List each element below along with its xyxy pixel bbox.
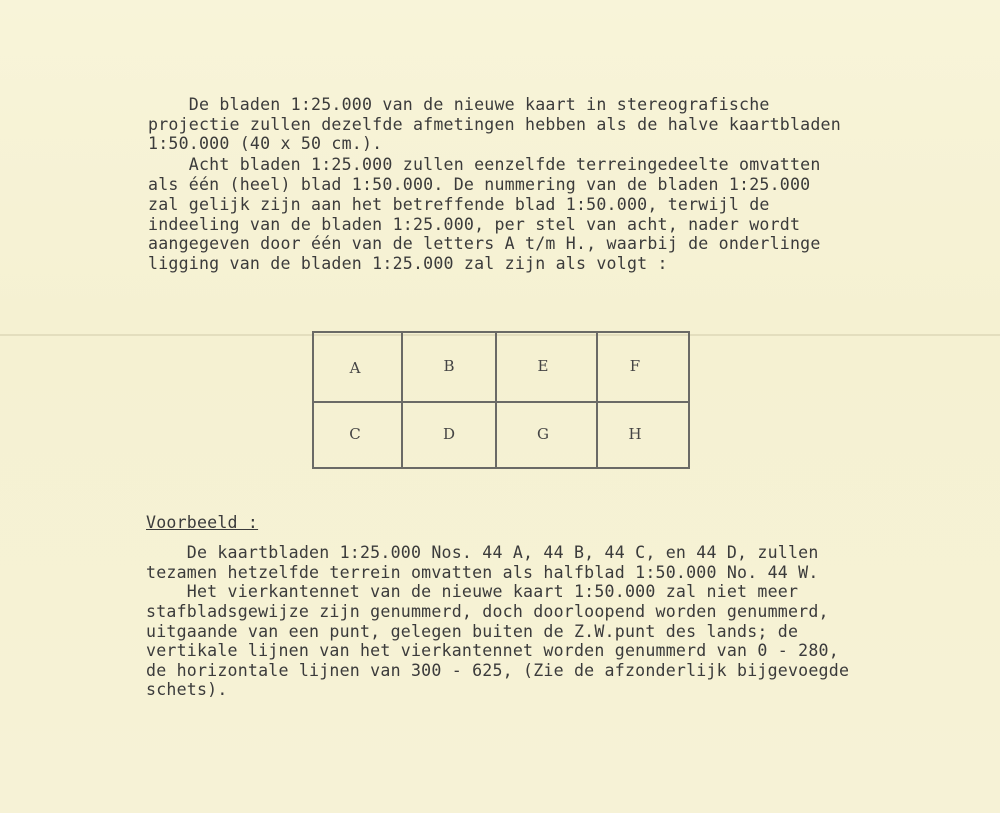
grid-divider — [495, 333, 497, 467]
grid-cell-c: C — [349, 425, 361, 443]
text-line: 1:50.000 (40 x 50 cm.). — [148, 134, 383, 153]
text-line: Het vierkantennet van de nieuwe kaart 1:50.000 zal niet meer — [146, 582, 799, 601]
grid-cell-d: D — [442, 425, 456, 443]
sheet-layout-grid — [312, 331, 690, 469]
grid-cell-h: H — [628, 425, 642, 443]
grid-cell-g: G — [537, 425, 549, 443]
text-line: indeeling van de bladen 1:25.000, per stel van acht, nader wordt — [148, 215, 801, 234]
example-heading-text: Voorbeeld : — [146, 513, 259, 532]
example-heading — [146, 513, 258, 533]
text-line: stafbladsgewijze zijn genummerd, doch doorloopend worden genummerd, — [146, 602, 829, 621]
grid-divider — [401, 333, 403, 467]
text-line: De bladen 1:25.000 van de nieuwe kaart in stereografische — [148, 95, 770, 114]
text-line: aangegeven door één van de letters A t/m H., waarbij de onderlinge — [148, 234, 821, 253]
grid-cell-b: B — [443, 357, 455, 375]
text-line: Acht bladen 1:25.000 zullen eenzelfde terreingedeelte omvatten — [148, 155, 821, 174]
grid-cell-e: E — [537, 357, 549, 375]
text-line: als één (heel) blad 1:50.000. De nummering van de bladen 1:25.000 — [148, 175, 811, 194]
grid-cell-a: A — [349, 359, 361, 377]
text-line: De kaartbladen 1:25.000 Nos. 44 A, 44 B, 44 C, en 44 D, zullen — [146, 543, 819, 562]
grid-divider — [314, 401, 688, 403]
grid-divider — [596, 333, 598, 467]
text-line: tezamen hetzelfde terrein omvatten als halfblad 1:50.000 No. 44 W. — [146, 563, 819, 582]
text-line: zal gelijk zijn aan het betreffende blad 1:50.000, terwijl de — [148, 195, 770, 214]
text-line: schets). — [146, 680, 228, 699]
text-line: projectie zullen dezelfde afmetingen hebben als de halve kaartbladen — [148, 115, 841, 134]
grid-cell-f: F — [629, 357, 641, 375]
text-line: uitgaande van een punt, gelegen buiten de Z.W.punt des lands; de — [146, 622, 799, 641]
text-line: vertikale lijnen van het vierkantennet worden genummerd van 0 - 280, — [146, 641, 839, 660]
text-line: de horizontale lijnen van 300 - 625, (Zie de afzonderlijk bijgevoegde — [146, 661, 850, 680]
text-line: ligging van de bladen 1:25.000 zal zijn als volgt : — [148, 254, 668, 273]
